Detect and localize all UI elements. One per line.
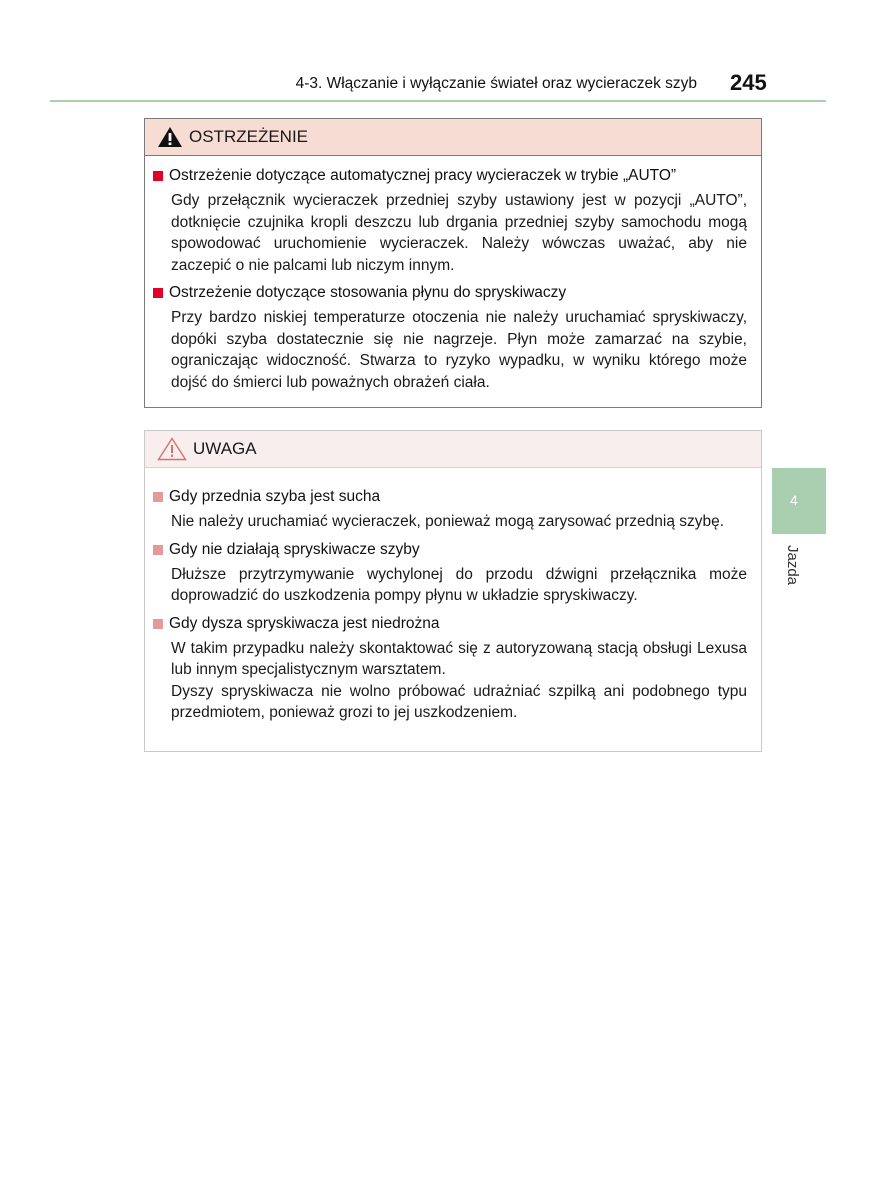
caution-item-text: Dłuższe przytrzymywanie wychylonej do przodu dźwigni przełącznika może doprowadzić do uszkodzenia pompy płynu w układzie spryskiwaczy. <box>171 565 747 604</box>
caution-item-text: W takim przypadku należy skontaktować się z autoryzowaną stacją obsługi Lexusa lub innym specjalistycznym warsztatem. <box>171 639 747 678</box>
caution-item-title-text: Gdy nie działają spryskiwacze szyby <box>169 540 420 558</box>
caution-item-title <box>153 539 747 561</box>
warning-item-title <box>153 165 747 187</box>
warning-triangle-icon <box>157 126 183 148</box>
caution-item-title <box>153 613 747 635</box>
warning-item-title-text: Ostrzeżenie dotyczące automatycznej pracy wycieraczek w trybie „AUTO” <box>169 167 677 184</box>
caution-box <box>144 430 762 752</box>
chapter-number: 4 <box>790 492 798 508</box>
warning-item-text: Przy bardzo niskiej temperaturze otoczenia nie należy uruchamiać spryskiwaczy, dopóki szyba dostatecznie się nie nagrzeje. Płyn może zamarzać na szybie, ograniczając widoczność. Stwarza to ryzyko wypadku, w wyniku którego może dojść do śmierci lub poważnych obrażeń ciała. <box>171 309 747 391</box>
caution-item-title-text: Gdy dysza spryskiwacza jest niedrożna <box>169 614 440 632</box>
header-rule <box>50 100 826 102</box>
chapter-tab <box>772 468 826 534</box>
warning-item-title <box>153 282 747 304</box>
bullet-square-icon <box>153 619 163 629</box>
warning-item-text: Gdy przełącznik wycieraczek przedniej szyby ustawiony jest w pozycji „AUTO”, dotknięcie czujnika kropli deszczu lub drgania przedniej szyby samochodu mogą spowodować uruchomienie wycieraczek. Należy wówczas uważać, aby nie zaczepić o nie palcami lub niczym innym. <box>171 192 747 274</box>
header-section-title: 4-3. Włączanie i wyłączanie świateł oraz wycieraczek szyb <box>295 75 697 92</box>
warning-box <box>144 118 762 408</box>
caution-item-title-text: Gdy przednia szyba jest sucha <box>169 488 381 505</box>
page-number: 245 <box>730 70 767 95</box>
bullet-square-icon <box>153 171 163 181</box>
bullet-square-icon <box>153 288 163 298</box>
caution-header <box>145 431 761 468</box>
warning-label: OSTRZEŻENIE <box>189 127 309 146</box>
warning-item-title-text: Ostrzeżenie dotyczące stosowania płynu do spryskiwaczy <box>169 284 567 301</box>
caution-label: UWAGA <box>193 439 257 458</box>
bullet-square-icon <box>153 492 163 502</box>
warning-header <box>145 119 761 156</box>
bullet-square-icon <box>153 545 163 555</box>
caution-item-text: Dyszy spryskiwacza nie wolno próbować udrażniać szpilką ani podobnego typu przedmiotem, ponieważ grozi to jej uszkodzeniem. <box>171 682 747 721</box>
caution-item-text: Nie należy uruchamiać wycieraczek, ponieważ mogą zarysować przednią szybę. <box>171 513 725 530</box>
chapter-label: Jazda <box>784 545 801 586</box>
caution-triangle-icon <box>157 437 187 461</box>
caution-item-title <box>153 486 747 508</box>
